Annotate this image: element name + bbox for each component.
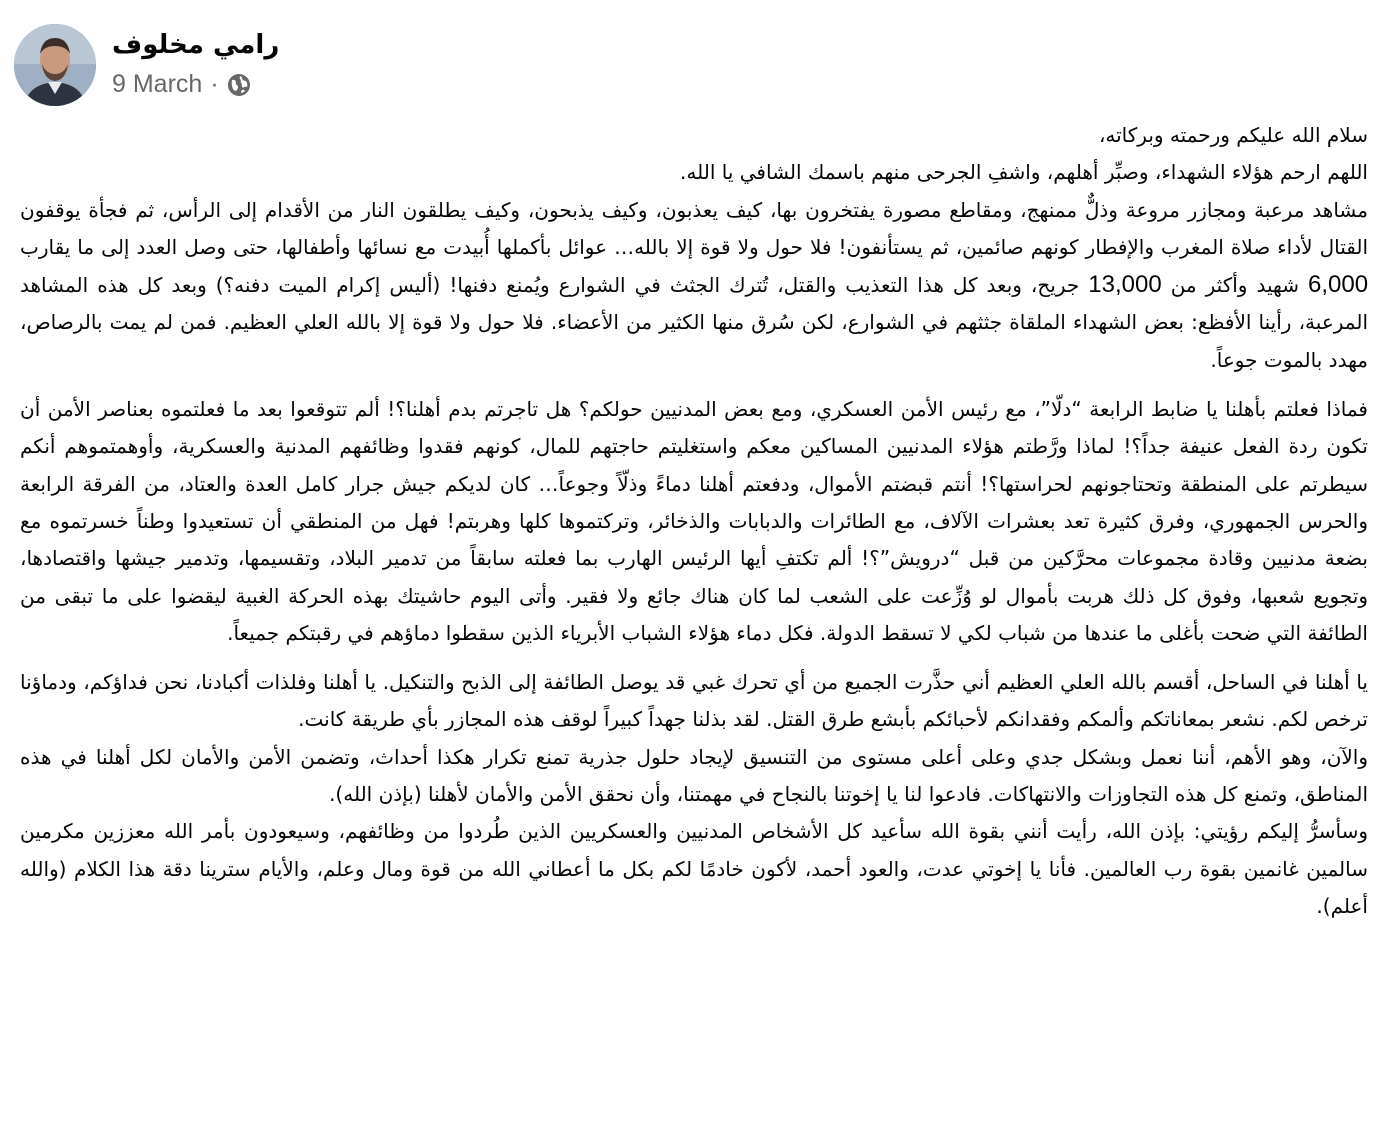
prayer-line: اللهم ارحم هؤلاء الشهداء، وصبِّر أهلهم، واشفِ الجرحى منهم باسمك الشافي يا الله. <box>680 160 1368 185</box>
post-meta <box>112 28 279 99</box>
wounded-count: 13,000 <box>1088 271 1162 299</box>
globe-icon[interactable] <box>227 73 251 97</box>
author-name[interactable]: رامي مخلوف <box>112 30 280 60</box>
paragraph-massacres <box>20 192 1368 379</box>
avatar-photo <box>14 24 96 106</box>
meta-separator: · <box>210 70 219 98</box>
paragraph-massacres-part-c: جريح، وبعد كل هذا التعذيب والقتل، تُترك الجثث في الشوارع ويُمنع دفنها! (أليس إكرام الميت دفنه؟) وبعد كل هذه المشاهد المرعبة، رأينا الأفظع: بعض الشهداء الملقاة جثثهم في الشوارع، لكن سُرق منها الكثير من الأعضاء. فلا حول ولا قوة إلا بالله العلي العظيم. فمن لم يمت بالرصاص، مهدد بالموت جوعاً. <box>20 273 1368 372</box>
martyrs-count: 6,000 <box>1307 271 1369 299</box>
paragraph-vision: وسأسرُّ إليكم رؤيتي: بإذن الله، رأيت أنني بقوة الله سأعيد كل الأشخاص المدنيين والعسكريين الذين طُردوا من وظائفهم، وسيعودون بأمر الله معززين مكرمين سالمين غانمين بقوة رب العالمين. فأنا يا إخوتي عدت، والعود أحمد، لأكون خادمًا لكم بكل ما أعطاني الله من قوة ومال وعلم، والأيام سترينا دقة هذا الكلام (والله أعلم). <box>20 819 1368 918</box>
paragraph-coast: يا أهلنا في الساحل، أقسم بالله العلي العظيم أني حذَّرت الجميع من أي تحرك غبي قد يوصل الطائفة إلى الذبح والتنكيل. يا أهلنا وفلذات أكبادنا، نحن فداؤكم، ودماؤنا ترخص لكم. نشعر بمعاناتكم وألمكم وفقدانكم لأحبائكم بأبشع طرق القتل. لقد بذلنا جهداً كبيراً لوقف هذه المجازر بأي طريقة كانت. <box>20 670 1368 732</box>
post-header <box>14 24 279 108</box>
post-body <box>20 117 1368 925</box>
paragraph-massacres-part-b: شهيد وأكثر من <box>1170 273 1299 298</box>
avatar[interactable] <box>14 24 96 106</box>
paragraph-now: والآن، وهو الأهم، أننا نعمل وبشكل جدي وعلى أعلى مستوى من التنسيق لإيجاد حلول جذرية تمنع تكرار هكذا أحداث، وتضمن الأمن والأمان لكل أهلنا في هذه المناطق، وتمنع كل هذه التجاوزات والانتهاكات. فادعوا لنا يا إخوتنا بالنجاح في مهمتنا، وأن نحقق الأمن والأمان لأهلنا (بإذن الله). <box>20 744 1368 807</box>
paragraph-accusation: فماذا فعلتم بأهلنا يا ضابط الرابعة “دلّا”، مع رئيس الأمن العسكري، ومع بعض المدنيين حولكم؟ هل تاجرتم بدم أهلنا؟! ألم تتوقعوا بعد ما فعلتموه بعناصر الأمن أن تكون ردة الفعل عنيفة جداً؟! لماذا ورَّطتم هؤلاء المدنيين المساكين معكم واستغليتم حاجتهم للمال، كونهم فقدوا وظائفهم المدنية والعسكرية، وأوهمتموهم أنكم سيطرتم على المنطقة وتحتاجونهم لحراستها؟! أنتم قبضتم الأموال، ودفعتم أهلنا دماءً وذلّاً وجوعاً… كان لديكم جيش جرار كامل العدة والعتاد، من الفرقة الرابعة والحرس الجمهوري، وفرق كثيرة تعد بعشرات الآلاف، مع الطائرات والدبابات والذخائر، وتركتموها كلها وهربتم! فهل من المنطقي أن تستعيدوا وطناً خسرتموه مع بضعة مدنيين وقادة مجموعات محرَّكين من قبل “درويش”؟! ألم تكتفِ أيها الرئيس الهارب بما فعلته سابقاً من تدمير البلاد، وتقسيمها، وتدمير جيشها واقتصادها، وتجويع شعبها، وفوق كل ذلك هربت بأموال لو وُزِّعت على الشعب لما كان هناك جائع ولا فقير. وأتى اليوم حاشيتك بهذه الحركة الغبية ليقضوا على ما تبقى من الطائفة التي ضحت بأغلى ما عندها من شباب لكي لا تسقط الدولة. فكل دماء هؤلاء الشباب الأبرياء الذين سقطوا دماؤهم في رقبتكم جميعاً. <box>20 397 1368 645</box>
greeting-line: سلام الله عليكم ورحمته وبركاته، <box>1098 123 1368 147</box>
post-date[interactable]: 9 March <box>112 70 203 98</box>
paragraph-massacres-part-a: مشاهد مرعبة ومجازر مروعة وذلٌّ ممنهج، ومقاطع مصورة يفتخرون بها، كيف يعذبون، وكيف يذبحون، وكيف يطلقون النار من الأقدام إلى الرأس، ثم فجأة يوقفون القتال لأداء صلاة المغرب والإفطار كونهم صائمين، ثم يستأنفون! فلا حول ولا قوة إلا بالله… عوائل بأكملها أُبيدت مع نسائها وأطفالها، حتى وصل العدد إلى ما يقارب <box>20 197 1368 259</box>
post-meta-line <box>112 70 279 99</box>
